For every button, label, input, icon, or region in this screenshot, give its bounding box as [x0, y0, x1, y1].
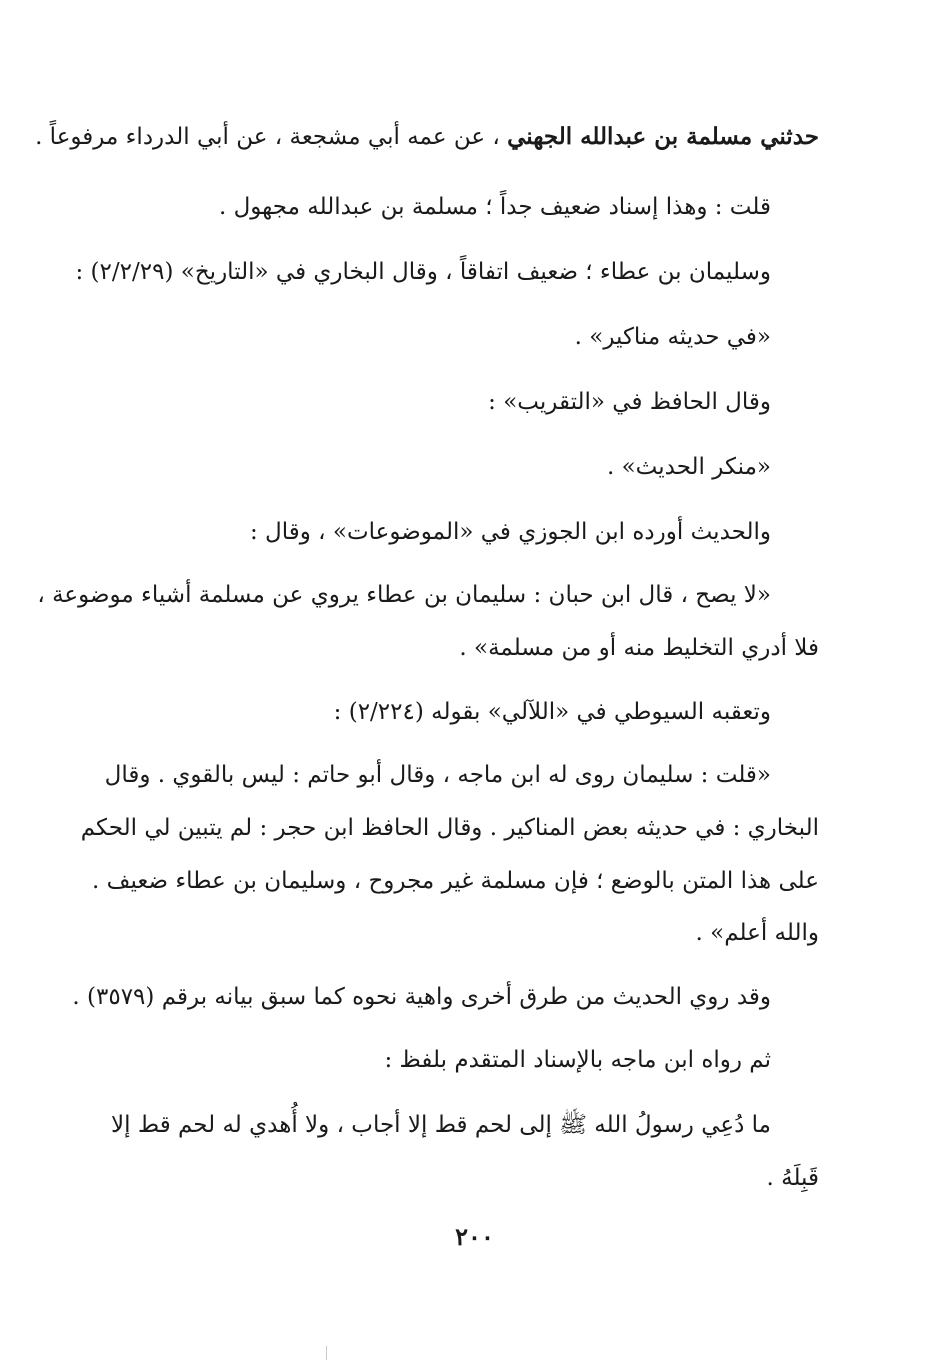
text-line-5: وقال الحافظ في «التقريب» :: [488, 389, 771, 415]
text-line-7: والحديث أورده ابن الجوزي في «الموضوعات» ، وقال :: [249, 519, 771, 545]
text-line-17: ما دُعِي رسولُ الله ﷺ إلى لحم قط إلا أجاب ، ولا أُهدي له لحم قط إلا: [111, 1112, 771, 1138]
scan-mark: [326, 1346, 327, 1360]
text-line-14: والله أعلم» .: [695, 920, 819, 946]
text-line-8: «لا يصح ، قال ابن حبان : سليمان بن عطاء يروي عن مسلمة أشياء موضوعة ،: [37, 582, 771, 608]
text-line-18: قَبِلَهُ .: [766, 1165, 819, 1191]
text-line-16: ثم رواه ابن ماجه بالإسناد المتقدم بلفظ :: [384, 1047, 771, 1073]
text-line-1: [35, 122, 819, 152]
text-line-9: فلا أدري التخليط منه أو من مسلمة» .: [459, 635, 819, 661]
text-line-15: وقد روي الحديث من طرق أخرى واهية نحوه كما سبق بيانه برقم (٣٥٧٩) .: [72, 984, 771, 1010]
text-line-6: «منكر الحديث» .: [606, 454, 771, 480]
text-line-11: «قلت : سليمان روى له ابن ماجه ، وقال أبو حاتم : ليس بالقوي . وقال: [104, 762, 771, 788]
text-line-10: وتعقبه السيوطي في «اللآلي» بقوله (٢/٢٢٤) :: [333, 699, 771, 725]
text-line-4: «في حديثه مناكير» .: [574, 324, 771, 350]
text-line-12: البخاري : في حديثه بعض المناكير . وقال الحافظ ابن حجر : لم يتبين لي الحكم: [80, 815, 819, 841]
narrator-name: حدثني مسلمة بن عبدالله الجهني: [507, 123, 819, 150]
text-line-13: على هذا المتن بالوضع ؛ فإن مسلمة غير مجروح ، وسليمان بن عطاء ضعيف .: [92, 868, 819, 894]
text-line-3: وسليمان بن عطاء ؛ ضعيف اتفاقاً ، وقال البخاري في «التاريخ» (٢/٢/٢٩) :: [75, 259, 771, 285]
page-number: ٢٠٠: [455, 1222, 494, 1251]
text-line-1-rest: ، عن عمه أبي مشجعة ، عن أبي الدرداء مرفوعاً .: [35, 124, 508, 150]
text-line-2: قلت : وهذا إسناد ضعيف جداً ؛ مسلمة بن عبدالله مجهول .: [218, 194, 771, 220]
